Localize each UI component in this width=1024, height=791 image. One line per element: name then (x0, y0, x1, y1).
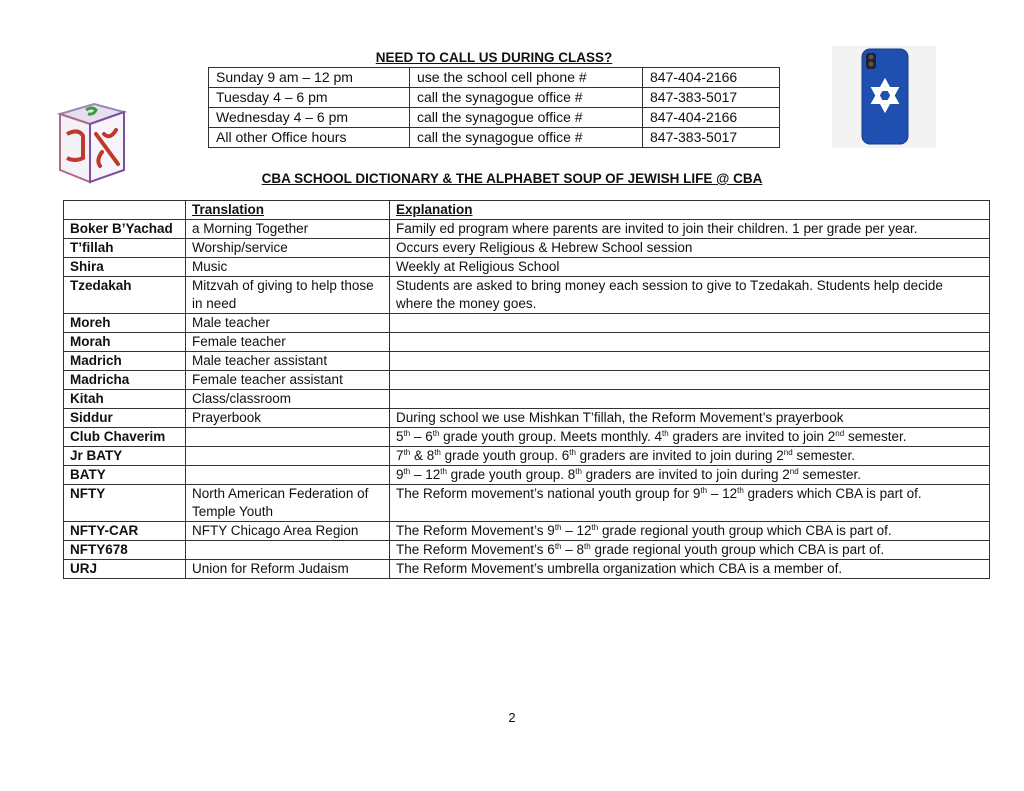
exp-text: grade regional youth group which CBA is part of. (598, 523, 892, 538)
exp-sup: th (403, 429, 411, 438)
exp-text: The Reform Movement’s 9 (396, 523, 555, 538)
term: Jr BATY (64, 447, 186, 466)
exp-text: semester. (792, 448, 855, 463)
explanation (390, 390, 990, 409)
table-row (64, 541, 990, 560)
call-time: Wednesday 4 – 6 pm (209, 108, 410, 128)
translation (186, 428, 390, 447)
translation (186, 447, 390, 466)
table-header-row (64, 201, 990, 220)
table-row (64, 220, 990, 239)
translation: NFTY Chicago Area Region (186, 522, 390, 541)
exp-sup: th (554, 542, 562, 551)
term: BATY (64, 466, 186, 485)
term: T’fillah (64, 239, 186, 258)
table-row (64, 371, 990, 390)
term: NFTY (64, 485, 186, 522)
exp-sup: nd (783, 448, 793, 457)
table-row (209, 108, 780, 128)
translation: Prayerbook (186, 409, 390, 428)
term: Kitah (64, 390, 186, 409)
translation: Female teacher assistant (186, 371, 390, 390)
table-row (64, 485, 990, 522)
exp-sup: th (434, 448, 441, 457)
page-number: 2 (508, 710, 516, 725)
call-phone: 847-383-5017 (643, 88, 780, 108)
translation: Worship/service (186, 239, 390, 258)
table-row (64, 560, 990, 579)
translation: North American Federation of Temple Youth (186, 485, 390, 522)
exp-sup: th (569, 448, 576, 457)
exp-text: The Reform Movement’s 6 (396, 542, 555, 557)
explanation (390, 541, 990, 560)
term: Boker B’Yachad (64, 220, 186, 239)
exp-sup: nd (789, 467, 799, 476)
header-translation (186, 201, 390, 220)
table-row (64, 390, 990, 409)
exp-text: 5 (396, 429, 404, 444)
table-row (64, 333, 990, 352)
translation: Music (186, 258, 390, 277)
term: Shira (64, 258, 186, 277)
explanation (390, 371, 990, 390)
exp-text: – 6 (410, 429, 433, 444)
term: Siddur (64, 409, 186, 428)
translation: Male teacher assistant (186, 352, 390, 371)
exp-sup: th (432, 429, 440, 438)
exp-text: grade regional youth group which CBA is part of. (590, 542, 885, 557)
translation: Mitzvah of giving to help those in need (186, 277, 390, 314)
explanation: Students are asked to bring money each session to give to Tzedakah. Students help decide where the money goes. (390, 277, 990, 314)
call-phone: 847-404-2166 (643, 68, 780, 88)
exp-sup: th (575, 467, 582, 476)
exp-text: & 8 (410, 448, 435, 463)
header-translation-label: Translation (192, 202, 265, 217)
explanation (390, 333, 990, 352)
translation: a Morning Together (186, 220, 390, 239)
table-row (209, 88, 780, 108)
call-phone: 847-383-5017 (643, 128, 780, 148)
exp-text: – 8 (561, 542, 585, 557)
table-row (64, 466, 990, 485)
exp-sup: th (737, 486, 744, 495)
exp-sup: th (403, 448, 411, 457)
explanation: During school we use Mishkan T’fillah, the Reform Movement’s prayerbook (390, 409, 990, 428)
call-action: call the synagogue office # (410, 128, 643, 148)
table-row (64, 277, 990, 314)
table-row (64, 352, 990, 371)
table-row (64, 314, 990, 333)
translation: Female teacher (186, 333, 390, 352)
header-explanation-label: Explanation (396, 202, 473, 217)
translation (186, 541, 390, 560)
term: NFTY678 (64, 541, 186, 560)
table-row (64, 447, 990, 466)
explanation (390, 466, 990, 485)
term: Madrich (64, 352, 186, 371)
exp-sup: nd (835, 429, 845, 438)
explanation: Weekly at Religious School (390, 258, 990, 277)
call-section-title: NEED TO CALL US DURING CLASS? (375, 50, 613, 65)
table-row (64, 522, 990, 541)
explanation: Occurs every Religious & Hebrew School session (390, 239, 990, 258)
term: Tzedakah (64, 277, 186, 314)
explanation (390, 314, 990, 333)
table-row (64, 409, 990, 428)
exp-sup: th (440, 467, 447, 476)
call-time: Tuesday 4 – 6 pm (209, 88, 410, 108)
explanation (390, 485, 990, 522)
call-time: Sunday 9 am – 12 pm (209, 68, 410, 88)
translation: Union for Reform Judaism (186, 560, 390, 579)
call-action: call the synagogue office # (410, 88, 643, 108)
table-row (64, 239, 990, 258)
table-row (209, 128, 780, 148)
star-of-david-phone-image (832, 46, 936, 148)
exp-text: 9 (396, 467, 404, 482)
term: Moreh (64, 314, 186, 333)
term: Morah (64, 333, 186, 352)
table-row (64, 428, 990, 447)
explanation (390, 352, 990, 371)
term: URJ (64, 560, 186, 579)
explanation: Family ed program where parents are invited to join their children. 1 per grade per year. (390, 220, 990, 239)
exp-sup: th (662, 429, 669, 438)
exp-text: graders are invited to join during 2 (581, 467, 790, 482)
translation: Male teacher (186, 314, 390, 333)
exp-text: graders which CBA is part of. (743, 486, 922, 501)
header-term (64, 201, 186, 220)
exp-text: The Reform movement’s national youth group for 9 (396, 486, 701, 501)
term: Club Chaverim (64, 428, 186, 447)
explanation (390, 428, 990, 447)
exp-text: graders are invited to join during 2 (575, 448, 784, 463)
exp-sup: th (700, 486, 708, 495)
translation: Class/classroom (186, 390, 390, 409)
exp-text: 7 (396, 448, 404, 463)
explanation (390, 447, 990, 466)
translation (186, 466, 390, 485)
exp-text: semester. (844, 429, 907, 444)
exp-text: graders are invited to join 2 (668, 429, 836, 444)
explanation: The Reform Movement’s umbrella organization which CBA is a member of. (390, 560, 990, 579)
call-action: use the school cell phone # (410, 68, 643, 88)
header-explanation (390, 201, 990, 220)
exp-text: – 12 (561, 523, 592, 538)
exp-sup: th (584, 542, 591, 551)
exp-sup: th (554, 523, 562, 532)
term: Madricha (64, 371, 186, 390)
call-phone: 847-404-2166 (643, 108, 780, 128)
exp-text: – 12 (707, 486, 738, 501)
exp-text: semester. (798, 467, 861, 482)
exp-sup: th (591, 523, 599, 532)
dictionary-title: CBA SCHOOL DICTIONARY & THE ALPHABET SOUP OF JEWISH LIFE @ CBA (261, 171, 763, 186)
call-schedule-table (208, 67, 780, 148)
exp-sup: th (403, 467, 411, 476)
table-row (209, 68, 780, 88)
dictionary-table (63, 200, 990, 579)
table-row (64, 258, 990, 277)
exp-text: grade youth group. 6 (440, 448, 570, 463)
call-time: All other Office hours (209, 128, 410, 148)
term: NFTY-CAR (64, 522, 186, 541)
explanation (390, 522, 990, 541)
exp-text: grade youth group. 8 (446, 467, 576, 482)
exp-text: grade youth group. Meets monthly. 4 (439, 429, 663, 444)
exp-text: – 12 (410, 467, 441, 482)
call-action: call the synagogue office # (410, 108, 643, 128)
